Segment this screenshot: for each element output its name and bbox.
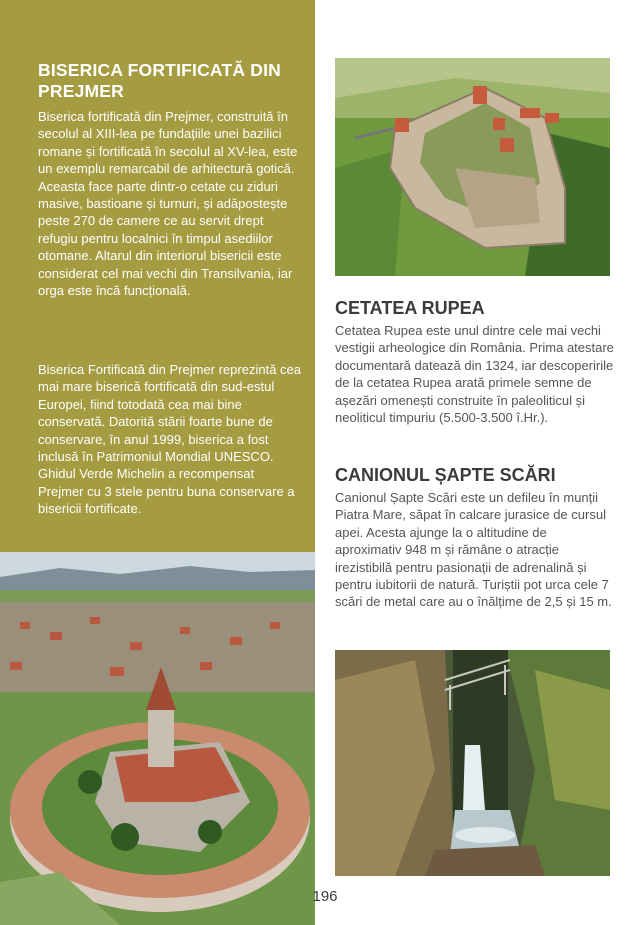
prejmer-heading: BISERICA FORTIFICATĂ DIN PREJMER — [38, 60, 281, 101]
rupea-fortress-photo — [335, 58, 610, 276]
page-number: 196 — [312, 888, 338, 905]
canion-heading: CANIONUL ȘAPTE SCĂRI — [335, 465, 556, 485]
prejmer-paragraph-2: Biserica Fortificată din Prejmer reprezintă cea mai mare biserică fortificată din sud-estul Europei, fiind totodată cea mai bine conservată. Datorită stării foarte bune de conservare, în anul 1999, biserica a fost inclusă în Patrimoniul Mondial UNESCO. Ghidul Verde Michelin a recompensat Prejmer cu 3 stele pentru buna conservare a bisericii fortificate. — [38, 362, 301, 517]
rupea-heading: CETATEA RUPEA — [335, 298, 485, 318]
prejmer-paragraph-1: Biserica fortificată din Prejmer, construită în secolul al XIII-lea pe fundațiile unei bazilici romane și fortificată în secolul al XV-lea, este un exemplu remarcabil de arhitectură gotică. Aceasta face parte dintr-o cetate cu ziduri masive, bastioane și turnuri, și adăpostește peste 270 de camere ce au servit drept refugiu pentru localnici în timpul asediilor otomane. Altarul din interiorul bisericii este considerat cel mai vechi din Transilvania, iar orga este încă funcțională. — [38, 109, 298, 299]
canion-paragraph: Canionul Șapte Scări este un defileu în munții Piatra Mare, săpat în calcare jurasice de cursul apei. Acesta ajunge la o altitudine de aproximativ 948 m și rămâne o atracție irezistibilă pentru pasionații de adrenalină și pentru iubitorii de natură. Turiștii pot urca cele 7 scări de metal care au o înălțime de 2,5 și 15 m. — [335, 490, 612, 610]
canion-waterfall-photo — [335, 650, 610, 876]
rupea-paragraph: Cetatea Rupea este unul dintre cele mai vechi vestigii arheologice din România. Prima atestare documentară datează din 1324, iar descoperirile de la cetatea Rupea arată primele semne de așezări omenești construite în paleoliticul și neoliticul timpuriu (5.500-3.500 î.Hr.). — [335, 323, 614, 426]
prejmer-church-photo — [0, 552, 315, 925]
